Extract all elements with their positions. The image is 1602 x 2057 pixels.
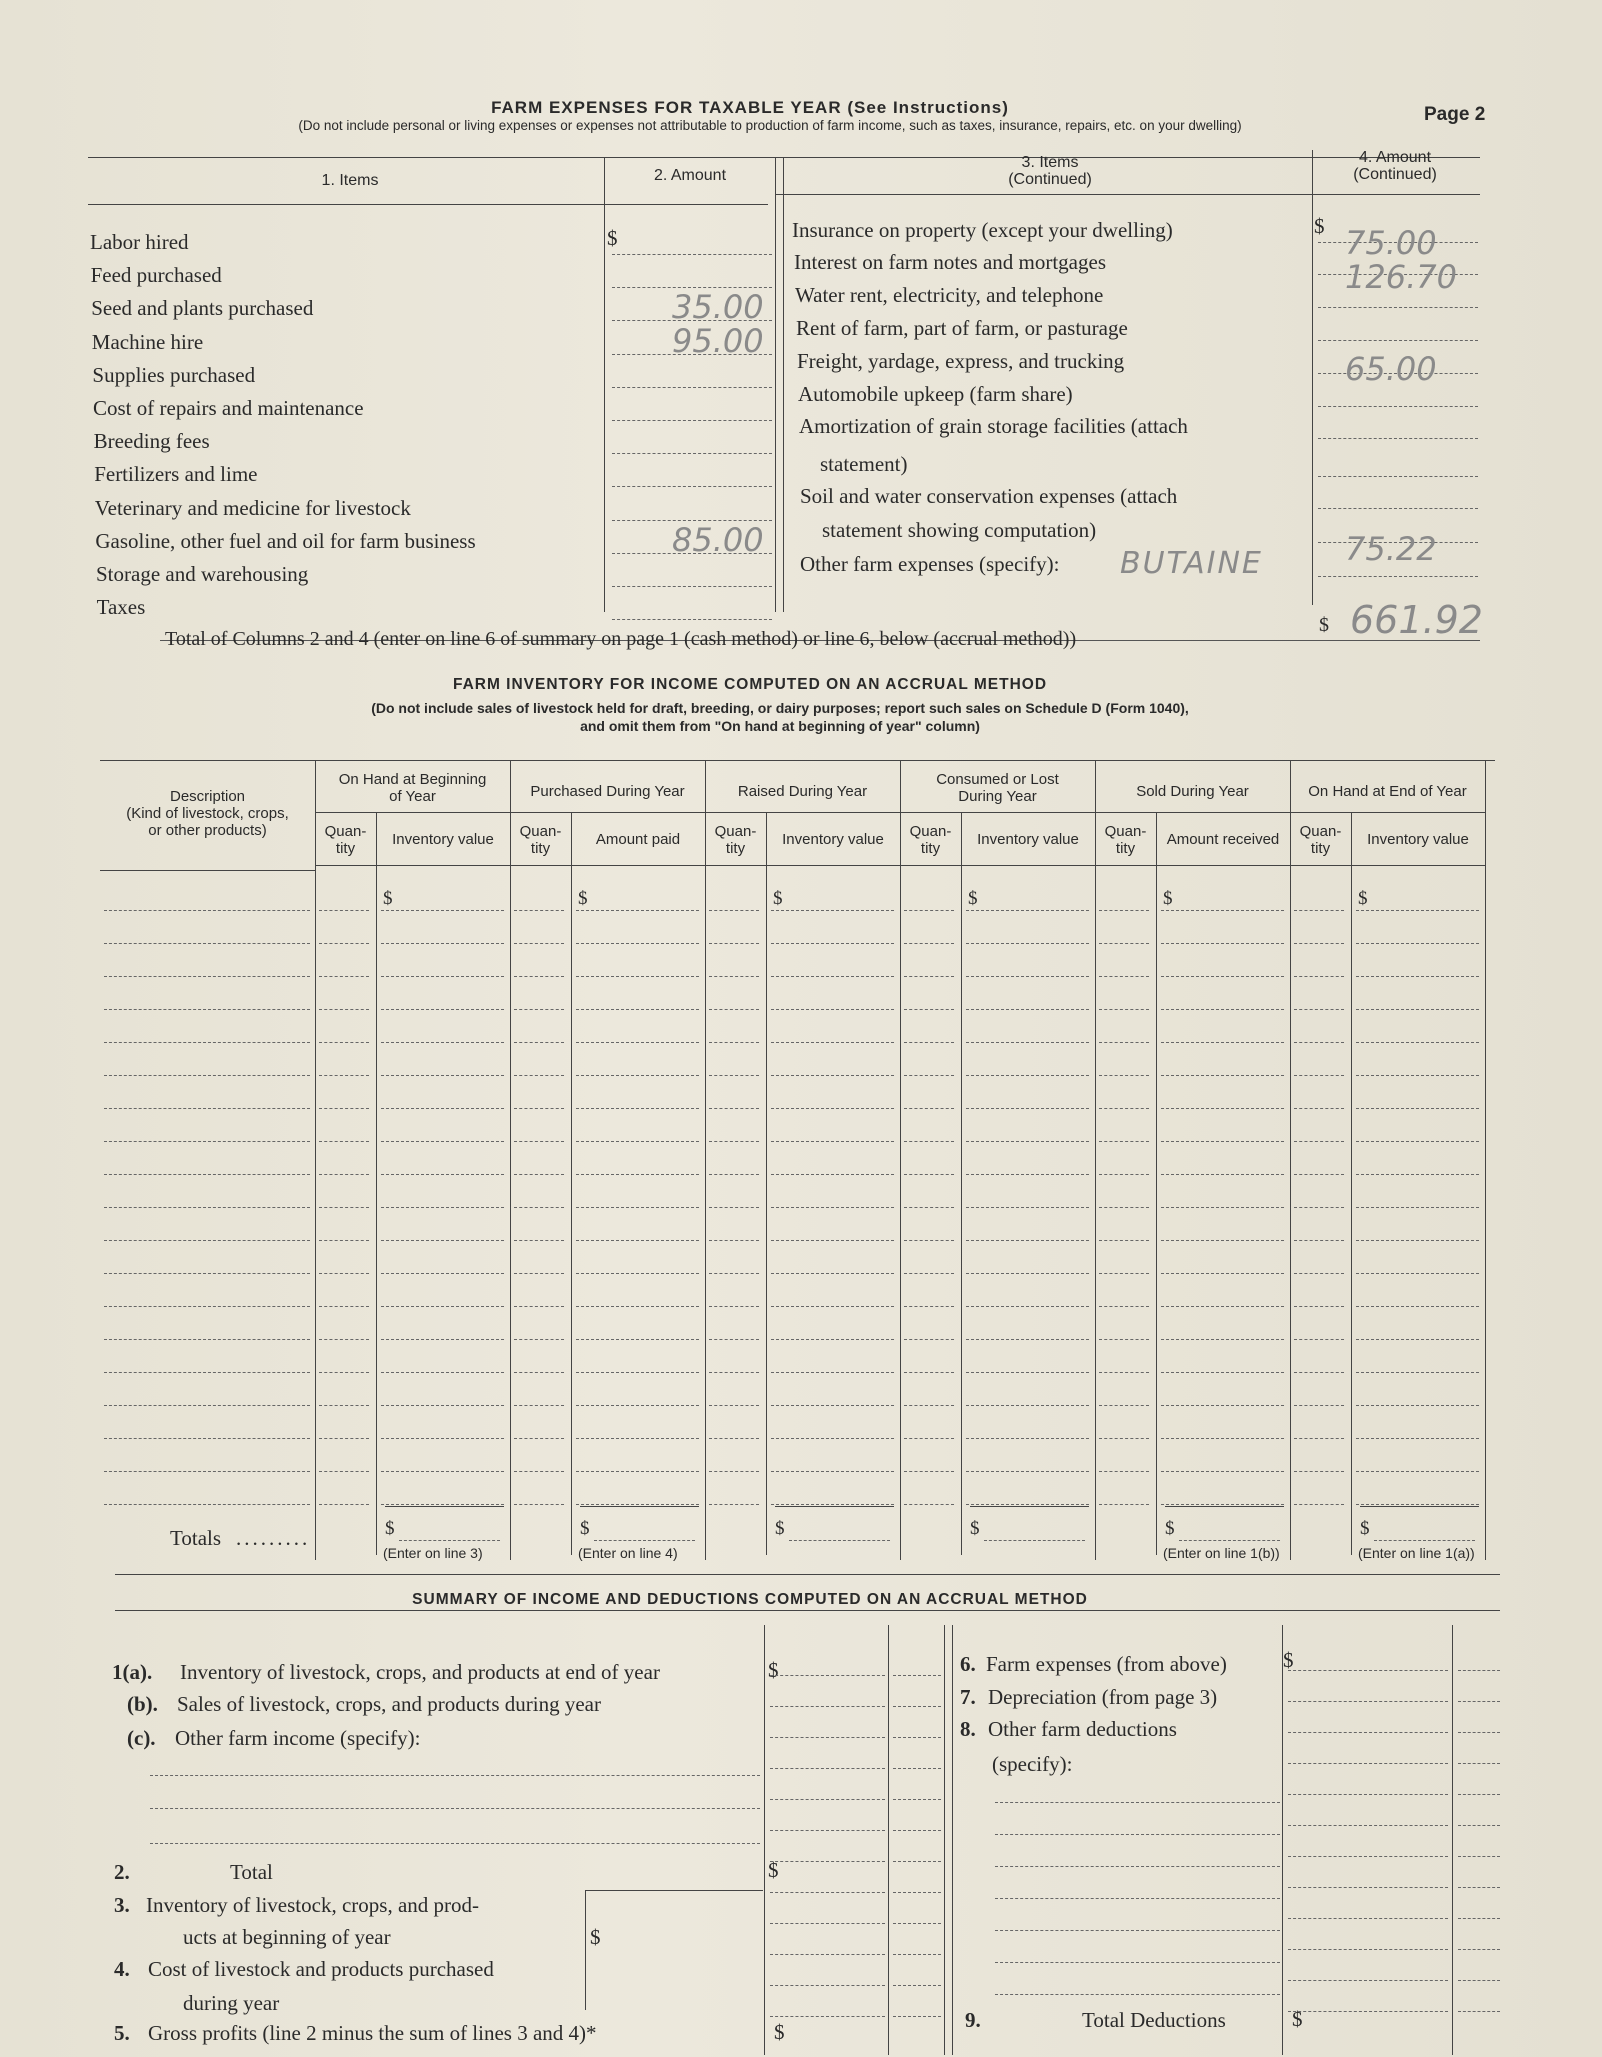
total-note: (Enter on line 1(b)) bbox=[1163, 1545, 1280, 1561]
line-5-num: 5. bbox=[114, 2021, 130, 2045]
dollar-sign: $ bbox=[768, 1658, 779, 1682]
col1-head: 1. Items bbox=[321, 172, 379, 189]
dollar-sign: $ bbox=[1163, 888, 1173, 909]
line-3-num: 3. bbox=[114, 1893, 130, 1917]
left-expense-label: Breeding fees bbox=[93, 429, 210, 454]
line-8-num: 8. bbox=[960, 1717, 976, 1741]
left-expense-label: Cost of repairs and maintenance bbox=[93, 396, 364, 420]
line-2-label: Total bbox=[230, 1860, 273, 1884]
desc-sub: (Kind of livestock, crops, bbox=[126, 805, 289, 822]
dollar-sign: $ bbox=[970, 1518, 980, 1539]
totals-leader: ......... bbox=[236, 1526, 311, 1550]
right-expense-amount: 126.70 bbox=[1345, 258, 1457, 296]
inventory-title: FARM INVENTORY FOR INCOME COMPUTED ON AN ACCRUAL METHOD bbox=[452, 676, 1048, 693]
col3-sub: (Continued) bbox=[1008, 171, 1092, 188]
inventory-group-title: Consumed or Lost bbox=[936, 771, 1059, 788]
page-label: Page 2 bbox=[1424, 104, 1486, 125]
line-6-label: Farm expenses (from above) bbox=[986, 1652, 1227, 1676]
left-expense-label: Gasoline, other fuel and oil for farm business bbox=[95, 528, 476, 553]
inventory-group-title: Sold During Year bbox=[1136, 783, 1249, 800]
left-expense-label: Veterinary and medicine for livestock bbox=[94, 495, 411, 520]
left-expense-amount: 95.00 bbox=[672, 321, 764, 360]
value-head: Inventory value bbox=[1367, 831, 1469, 848]
dollar-sign: $ bbox=[1314, 214, 1325, 238]
right-expense-label: Insurance on property (except your dwelling) bbox=[792, 218, 1173, 242]
col4-sub: (Continued) bbox=[1353, 166, 1437, 183]
dollar-sign: $ bbox=[968, 888, 978, 909]
left-expense-label: Feed purchased bbox=[90, 263, 222, 288]
right-expense-label: Freight, yardage, express, and trucking bbox=[797, 349, 1125, 373]
value-head: Amount received bbox=[1166, 831, 1280, 848]
line-1a-label: Inventory of livestock, crops, and products at end of year bbox=[180, 1660, 660, 1684]
line-1c-label: Other farm income (specify): bbox=[175, 1726, 421, 1750]
qty-head: Quan- bbox=[519, 823, 562, 840]
dollar-sign: $ bbox=[774, 2020, 785, 2044]
col4-head: 4. Amount bbox=[1358, 149, 1432, 166]
inventory-group-title: Purchased During Year bbox=[530, 783, 685, 800]
inventory-note-2: and omit them from "On hand at beginning of year" column) bbox=[580, 718, 980, 734]
line-3-label: Inventory of livestock, crops, and prod- bbox=[146, 1893, 479, 1917]
inventory-group-title: of Year bbox=[389, 788, 436, 805]
qty-head: Quan- bbox=[714, 823, 757, 840]
dollar-sign: $ bbox=[773, 888, 783, 909]
dollar-sign: $ bbox=[1360, 1518, 1370, 1539]
line-4-num: 4. bbox=[114, 1957, 130, 1981]
expenses-total-amount: 661.92 bbox=[1350, 598, 1483, 642]
right-expense-label: Amortization of grain storage facilities (attach bbox=[799, 414, 1188, 438]
dollar-sign: $ bbox=[607, 226, 618, 250]
other-expense-specify: BUTAINE bbox=[1120, 546, 1263, 581]
expenses-title: FARM EXPENSES FOR TAXABLE YEAR (See Instructions) bbox=[491, 98, 1009, 117]
right-expense-amount: 75.22 bbox=[1345, 530, 1437, 568]
line-8-label: Other farm deductions bbox=[988, 1717, 1177, 1741]
line-4-label: Cost of livestock and products purchased bbox=[148, 1957, 494, 1981]
right-expense-label: Automobile upkeep (farm share) bbox=[798, 382, 1073, 406]
inventory-group-title: On Hand at End of Year bbox=[1308, 783, 1467, 800]
value-head: Inventory value bbox=[977, 831, 1079, 848]
line-9-label: Total Deductions bbox=[1082, 2008, 1226, 2032]
qty-head: tity bbox=[1115, 840, 1136, 857]
expenses-total-label: Total of Columns 2 and 4 (enter on line 6 of summary on page 1 (cash method) or line 6, below (accrual method)) bbox=[165, 628, 1077, 650]
line-2-num: 2. bbox=[114, 1860, 130, 1884]
total-note: (Enter on line 1(a)) bbox=[1358, 1545, 1475, 1561]
inventory-group-title: Raised During Year bbox=[737, 783, 868, 800]
desc-head: Description bbox=[169, 788, 246, 805]
total-note: (Enter on line 3) bbox=[383, 1545, 483, 1561]
dollar-sign: $ bbox=[1283, 1648, 1294, 1672]
dollar-sign: $ bbox=[1165, 1518, 1175, 1539]
value-head: Amount paid bbox=[595, 831, 681, 848]
qty-head: Quan- bbox=[909, 823, 952, 840]
dollar-sign: $ bbox=[590, 1925, 601, 1949]
inventory-group-title: During Year bbox=[958, 788, 1037, 805]
left-expense-label: Seed and plants purchased bbox=[91, 296, 314, 321]
col3-head: 3. Items bbox=[1021, 154, 1079, 171]
left-expense-label: Machine hire bbox=[91, 329, 204, 354]
left-expense-label: Labor hired bbox=[90, 230, 189, 254]
line-1c-num: (c). bbox=[127, 1726, 156, 1750]
inventory-note-1: (Do not include sales of livestock held for draft, breeding, or dairy purposes; report such sales on Schedule D (Form 1040), bbox=[371, 700, 1189, 716]
qty-head: tity bbox=[920, 840, 941, 857]
dollar-sign: $ bbox=[578, 888, 588, 909]
left-expense-label: Supplies purchased bbox=[92, 362, 256, 387]
left-expense-label: Storage and warehousing bbox=[96, 562, 309, 586]
value-head: Inventory value bbox=[392, 831, 494, 848]
left-expense-label: Taxes bbox=[96, 595, 146, 620]
col2-head: 2. Amount bbox=[653, 167, 727, 184]
qty-head: Quan- bbox=[1299, 823, 1342, 840]
line-8-label-cont: (specify): bbox=[992, 1752, 1073, 1776]
line-1b-num: (b). bbox=[127, 1692, 158, 1716]
line-7-label: Depreciation (from page 3) bbox=[988, 1685, 1218, 1709]
line-1b-label: Sales of livestock, crops, and products during year bbox=[177, 1692, 601, 1716]
dollar-sign: $ bbox=[580, 1518, 590, 1539]
value-head: Inventory value bbox=[782, 831, 884, 848]
summary-title: SUMMARY OF INCOME AND DEDUCTIONS COMPUTED ON AN ACCRUAL METHOD bbox=[412, 1591, 1088, 1608]
right-expense-label: statement) bbox=[820, 452, 908, 476]
right-expense-label: Rent of farm, part of farm, or pasturage bbox=[796, 316, 1128, 340]
dollar-sign: $ bbox=[775, 1518, 785, 1539]
line-1a-num: 1(a). bbox=[112, 1660, 153, 1684]
right-expense-amount: 65.00 bbox=[1345, 350, 1437, 388]
line-5-label: Gross profits (line 2 minus the sum of lines 3 and 4)* bbox=[148, 2021, 597, 2045]
expenses-note: (Do not include personal or living expenses or expenses not attributable to production of farm income, such as taxes, insurance, repairs, etc. on your dwelling) bbox=[298, 118, 1242, 133]
qty-head: Quan- bbox=[1104, 823, 1147, 840]
qty-head: tity bbox=[725, 840, 746, 857]
left-expense-amount: 85.00 bbox=[672, 520, 764, 559]
qty-head: tity bbox=[1310, 840, 1331, 857]
dollar-sign: $ bbox=[768, 1858, 779, 1882]
qty-head: tity bbox=[335, 840, 356, 857]
inventory-group-title: On Hand at Beginning bbox=[338, 771, 487, 788]
line-6-num: 6. bbox=[960, 1652, 976, 1676]
right-expense-label: Water rent, electricity, and telephone bbox=[795, 283, 1104, 307]
right-expense-label: Other farm expenses (specify): bbox=[800, 552, 1060, 576]
qty-head: Quan- bbox=[324, 823, 367, 840]
right-expense-label: Interest on farm notes and mortgages bbox=[794, 250, 1106, 274]
dollar-sign: $ bbox=[1319, 614, 1329, 636]
total-note: (Enter on line 4) bbox=[578, 1545, 678, 1561]
line-9-num: 9. bbox=[965, 2008, 981, 2032]
left-expense-amount: 35.00 bbox=[672, 288, 764, 327]
desc-sub: or other products) bbox=[148, 822, 267, 839]
dollar-sign: $ bbox=[385, 1518, 395, 1539]
line-3-label-cont: ucts at beginning of year bbox=[183, 1925, 391, 1949]
left-expense-label: Fertilizers and lime bbox=[94, 462, 258, 487]
dollar-sign: $ bbox=[383, 888, 393, 909]
qty-head: tity bbox=[530, 840, 551, 857]
dollar-sign: $ bbox=[1358, 888, 1368, 909]
right-expense-label: Soil and water conservation expenses (attach bbox=[800, 484, 1178, 508]
right-expense-label: statement showing computation) bbox=[822, 518, 1097, 542]
right-expense-amount: 75.00 bbox=[1345, 224, 1437, 262]
totals-label: Totals bbox=[170, 1526, 222, 1550]
dollar-sign: $ bbox=[1292, 2007, 1303, 2031]
line-7-num: 7. bbox=[960, 1685, 976, 1709]
line-4-label-cont: during year bbox=[183, 1991, 280, 2015]
